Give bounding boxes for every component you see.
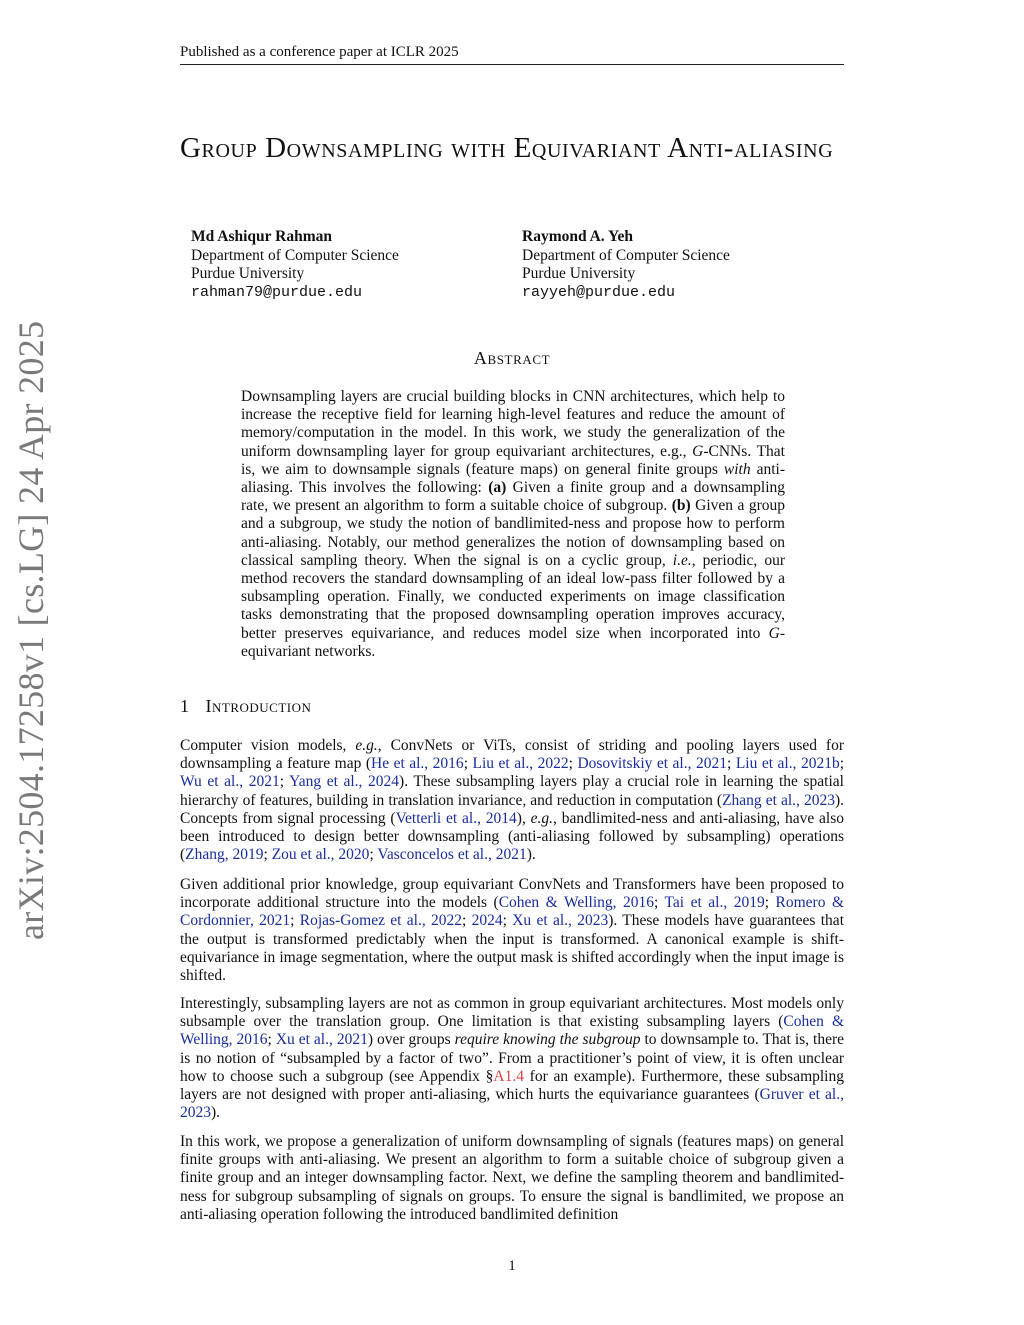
citation-link[interactable]: Vetterli et al., 2014 (395, 809, 517, 827)
citation-link[interactable]: Romero & Cordonnier, 2021 (180, 894, 844, 930)
citation-link[interactable]: Gruver et al., 2023 (180, 1086, 844, 1122)
citation-link[interactable]: Liu et al., 2022 (472, 755, 569, 773)
abstract-text: Downsampling layers are crucial building blocks in CNN architectures, which help to increase the receptive field for learning high-level features and reduce the amount of memory/computation in the model. In this work, we study the generalization of the uniform downsampling layer for group equivariant architectures, e.g., G-CNNs. That is, we aim to downsample signals (feature maps) on general finite groups with anti-aliasing. This involves the following: (a) Given a finite group and a downsampling rate, we present an algorithm to form a suitable choice of subgroup. (b) Given a group and a subgroup, we study the notion of bandlimited-ness and propose how to perform anti-aliasing. Notably, our method generalizes the notion of downsampling based on classical sampling theory. When the signal is on a cyclic group, i.e., periodic, our method recovers the standard downsampling of an ideal low-pass filter followed by a subsampling operation. Finally, we conducted experiments on image classification tasks demonstrating that the proposed downsampling operation improves accuracy, better preserves equivariance, and reduces model size when incorporated into G-equivariant networks. (241, 388, 786, 660)
intro-paragraph-4: In this work, we propose a generalization of uniform downsampling of signals (features maps) on general finite groups with anti-aliasing. We present an algorithm to form a suitable choice of subgroup given a finite group and an integer downsampling factor. Next, we define the sampling theorem and bandlimited-ness for subgroup subsampling of signals on groups. To ensure the signal is bandlimited, we propose an anti-aliasing operation following the introduced bandlimited definition (180, 1133, 844, 1223)
author-university: Purdue University (191, 265, 305, 282)
citation-link[interactable]: Zhang et al., 2023 (722, 791, 835, 809)
citation-link[interactable]: Dosovitskiy et al., 2021 (577, 755, 727, 773)
citation-link[interactable]: Vasconcelos et al., 2021 (377, 846, 527, 864)
section-heading-introduction (180, 696, 311, 717)
citation-link[interactable]: Wu et al., 2021 (180, 773, 280, 791)
author-department: Department of Computer Science (522, 246, 730, 264)
arxiv-identifier-stamp: arXiv:2504.17258v1 [cs.LG] 24 Apr 2025 (11, 320, 51, 940)
citation-link[interactable]: Xu et al., 2023 (512, 912, 609, 930)
author-department: Department of Computer Science (191, 246, 399, 264)
intro-paragraph-3: Interestingly, subsampling layers are not as common in group equivariant architectures. Most models only subsample over the translation group. One limitation is that existing subsampling layers (Cohen & Welling, 2016; Xu et al., 2021) over groups require knowing the subgroup to downsample to. That is, there is no notion of “subsampled by a factor of two”. From a practitioner’s point of view, it is often unclear how to choose such a subgroup (see Appendix §A1.4 for an example). Furthermore, these subsampling layers are not designed with proper anti-aliasing, which hurts the equivariance guarantees (Gruver et al., 2023). (180, 995, 845, 1122)
author-name: Md Ashiqur Rahman (191, 228, 332, 245)
citation-link[interactable]: Xu et al., 2021 (275, 1031, 368, 1049)
abstract-heading: Abstract (473, 348, 551, 368)
citation-link[interactable]: He et al., 2016 (371, 755, 464, 773)
intro-paragraph-2: Given additional prior knowledge, group equivariant ConvNets and Transformers have been proposed to incorporate additional structure into the models (Cohen & Welling, 2016; Tai et al., 2019; Romero & Cordonnier, 2021; Rojas-Gomez et al., 2022; 2024; Xu et al., 2023). These models have guarantees that the output is transformed predictably when the input is transformed. A canonical example is shift-equivariance in image segmentation, where the output mask is shifted accordingly when the input image is shifted. (180, 876, 844, 985)
citation-link[interactable]: Yang et al., 2024 (289, 773, 400, 791)
citation-link[interactable]: Cohen & Welling, 2016 (498, 894, 654, 912)
citation-link[interactable]: Tai et al., 2019 (664, 894, 765, 912)
paper-title: Group Downsampling with Equivariant Anti-aliasing (180, 132, 834, 164)
page-number: 1 (508, 1258, 516, 1274)
appendix-ref-link[interactable]: A1.4 (493, 1067, 524, 1085)
author-name: Raymond A. Yeh (522, 228, 633, 245)
running-header: Published as a conference paper at ICLR 2025 (180, 44, 844, 65)
author-email: rayyeh@purdue.edu (522, 283, 676, 301)
citation-link[interactable]: Rojas-Gomez et al., 2022 (299, 912, 463, 930)
section-number: 1 (180, 696, 190, 716)
citation-link[interactable]: Zhang, 2019 (185, 846, 264, 864)
citation-link[interactable]: Liu et al., 2021b (735, 755, 840, 773)
citation-link[interactable]: Zou et al., 2020 (271, 846, 370, 864)
citation-link[interactable]: Cohen & Welling, 2016 (180, 1013, 845, 1049)
author-university: Purdue University (522, 265, 636, 282)
author-block-1 (191, 228, 399, 302)
author-email: rahman79@purdue.edu (191, 283, 363, 301)
citation-link[interactable]: 2024 (471, 912, 503, 930)
section-title: Introduction (205, 696, 312, 716)
author-block-2 (522, 228, 730, 302)
intro-paragraph-1: Computer vision models, e.g., ConvNets or ViTs, consist of striding and pooling layers used for downsampling a feature map (He et al., 2016; Liu et al., 2022; Dosovitskiy et al., 2021; Liu et al., 2021b; Wu et al., 2021; Yang et al., 2024). These subsampling layers play a crucial role in learning the spatial hierarchy of features, building in translation invariance, and reduction in computation (Zhang et al., 2023). Concepts from signal processing (Vetterli et al., 2014), e.g., bandlimited-ness and anti-aliasing, have also been introduced to design better downsampling (anti-aliasing followed by subsampling) operations (Zhang, 2019; Zou et al., 2020; Vasconcelos et al., 2021). (180, 737, 845, 864)
